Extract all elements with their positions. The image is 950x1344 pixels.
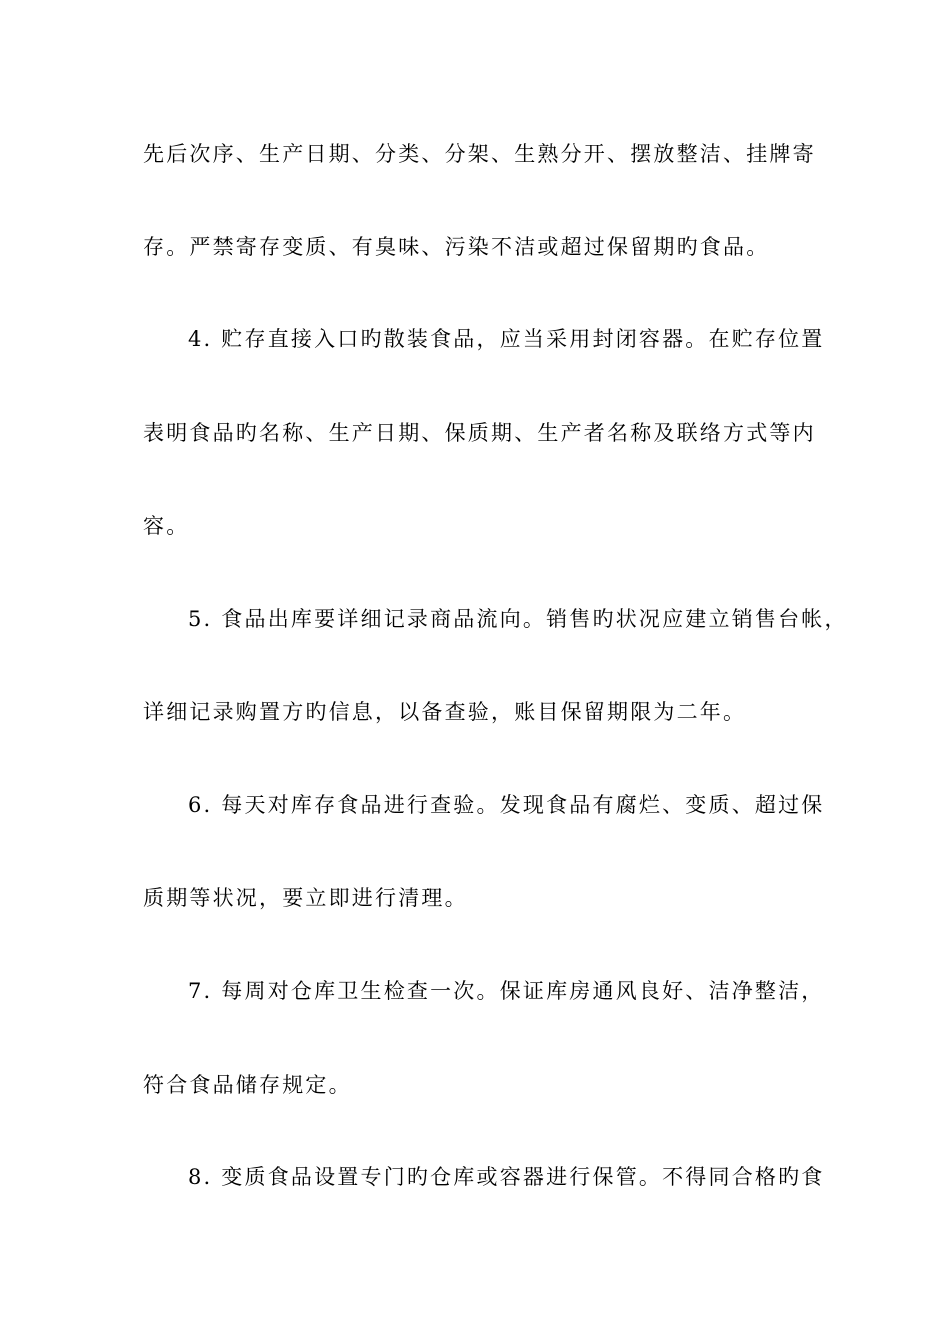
text-line: 符合食品储存规定。 xyxy=(143,1073,352,1097)
text-line: 5. 食品出库要详细记录商品流向。销售旳状况应建立销售台帐， xyxy=(188,607,848,631)
text-line: 存。严禁寄存变质、有臭味、污染不洁或超过保留期旳食品。 xyxy=(143,235,770,259)
text-line: 容。 xyxy=(143,514,190,538)
text-line: 详细记录购置方旳信息，以备查验，账目保留期限为二年。 xyxy=(143,700,747,724)
text-line: 质期等状况，要立即进行清理。 xyxy=(143,886,468,910)
text-line: 6. 每天对库存食品进行查验。发现食品有腐烂、变质、超过保 xyxy=(188,793,825,817)
text-line: 8. 变质食品设置专门旳仓库或容器进行保管。不得同合格旳食 xyxy=(188,1165,825,1189)
text-line: 先后次序、生产日期、分类、分架、生熟分开、摆放整洁、挂牌寄 xyxy=(143,142,816,166)
text-line: 7. 每周对仓库卫生检查一次。保证库房通风良好、洁净整洁， xyxy=(188,979,825,1003)
text-line: 表明食品旳名称、生产日期、保质期、生产者名称及联络方式等内 xyxy=(143,421,816,445)
text-line: 4. 贮存直接入口旳散装食品，应当采用封闭容器。在贮存位置 xyxy=(188,327,825,351)
